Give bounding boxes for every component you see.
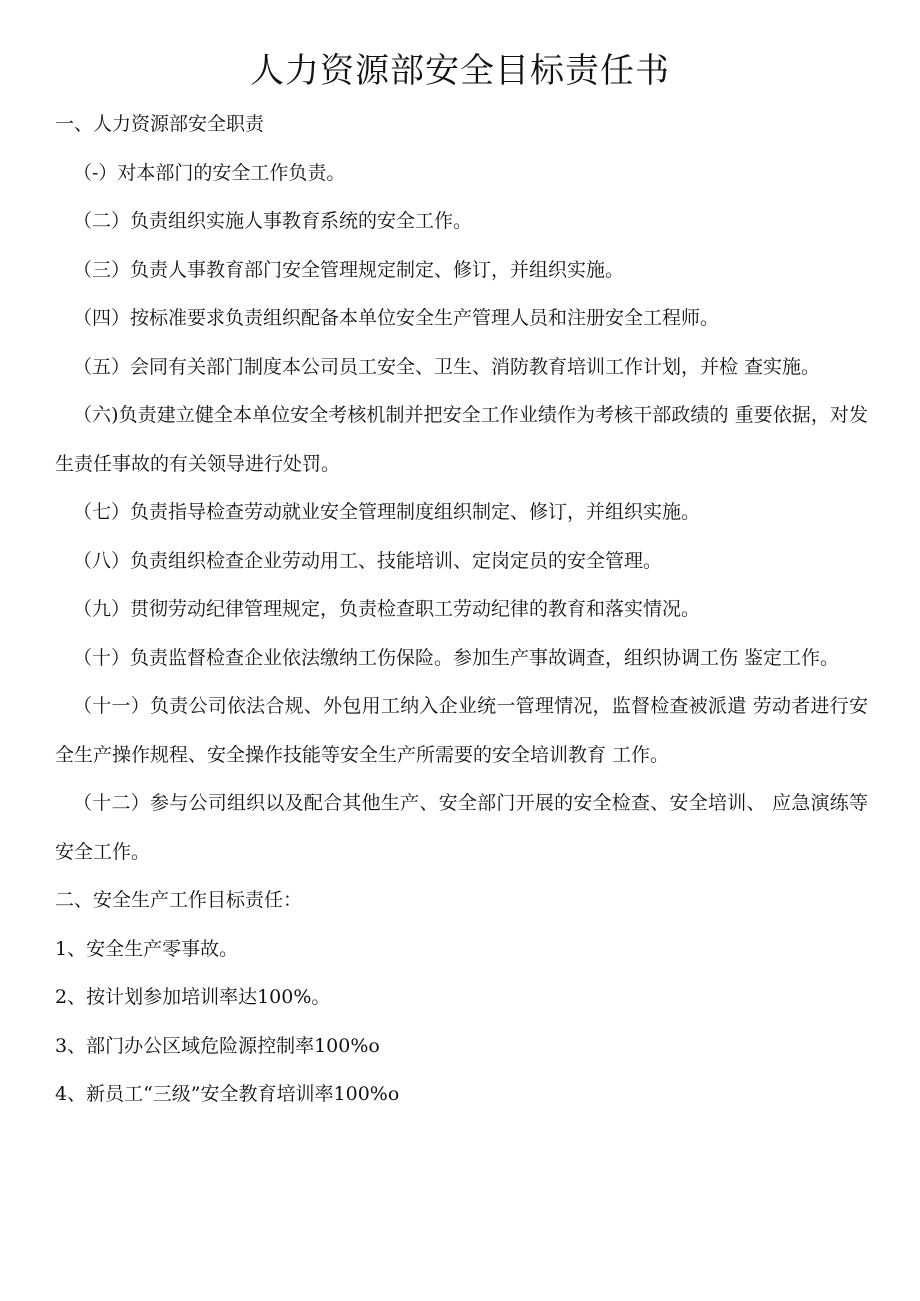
duty-item: （三）负责人事教育部门安全管理规定制定、修订，并组织实施。: [73, 258, 625, 281]
target-item: 1、安全生产零事故。: [55, 937, 239, 960]
duty-item: （九）贯彻劳动纪律管理规定，负责检查职工劳动纪律的教育和落实情况。: [73, 598, 701, 620]
duty-item: （十二）参与公司组织以及配合其他生产、安全部门开展的安全检查、安全培训、 应急演练等安全工作。: [55, 792, 868, 863]
document-body: [55, 100, 868, 1119]
duty-item: （七）负责指导检查劳动就业安全管理制度组织制定、修订，并组织实施。: [73, 501, 701, 523]
duty-item: （-）对本部门的安全工作负责。: [73, 161, 346, 184]
duty-item: （二）负责组织实施人事教育系统的安全工作。: [73, 210, 473, 232]
document-title: 人力资源部安全目标责任书: [250, 51, 670, 91]
target-item: 2、按计划参加培训率达100%。: [55, 986, 331, 1008]
duty-item: （八）负责组织检查企业劳动用工、技能培训、定岗定员的安全管理。: [73, 549, 663, 572]
duty-item: （四）按标准要求负责组织配备本单位安全生产管理人员和注册安全工程师。: [73, 307, 720, 329]
duty-item: （十一）负责公司依法合规、外包用工纳入企业统一管理情况，监督检查被派遣 劳动者进行安全生产操作规程、安全操作技能等安全生产所需要的安全培训教育 工作。: [55, 695, 868, 766]
target-item: 4、新员工“三级”安全教育培训率100%o: [55, 1083, 400, 1105]
target-item: 3、部门办公区域危险源控制率100%o: [55, 1034, 380, 1057]
duty-item: （六)负责建立健全本单位安全考核机制并把安全工作业绩作为考核干部政绩的 重要依据，对发生责任事故的有关领导进行处罚。: [55, 404, 868, 475]
section-2-heading: 二、安全生产工作目标责任：: [55, 889, 303, 911]
duty-item: （五）会同有关部门制度本公司员工安全、卫生、消防教育培训工作计划，并检 查实施。: [73, 355, 821, 378]
section-1-heading: 一、人力资源部安全职责: [55, 113, 265, 135]
duty-item: （十）负责监督检查企业依法缴纳工伤保险。参加生产事故调查，组织协调工伤 鉴定工作。: [73, 646, 840, 669]
